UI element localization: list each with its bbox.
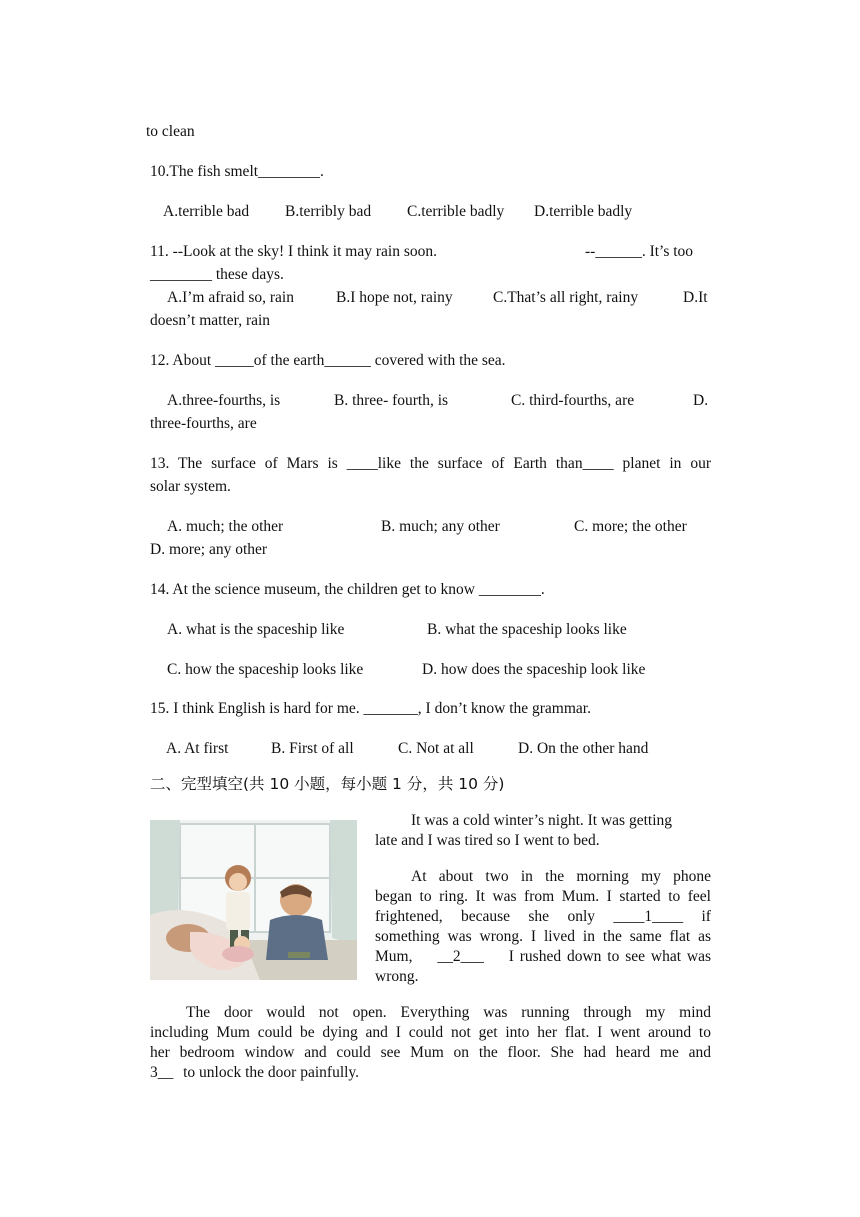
passage-p1-line1: It was a cold winter’s night. It was getting <box>411 812 673 829</box>
question-15-option-c: C. Not at all <box>398 740 474 757</box>
question-11-option-d: D.It <box>683 289 708 306</box>
question-10-stem: 10.The fish smelt________. <box>150 163 324 180</box>
passage-p3-line4 <box>150 1063 359 1083</box>
question-13-stem: 13. The surface of Mars is ____like the surface of Earth than____ planet in our <box>150 455 711 472</box>
question-11-stem-reply: --______. It’s too <box>585 243 694 260</box>
passage-p2-line2: began to ring. It was from Mum. I started to feel <box>375 888 711 905</box>
question-12-option-d-cont: three-fourths, are <box>150 415 257 432</box>
top-fragment: to clean <box>146 123 195 140</box>
passage-word: if <box>701 908 711 925</box>
question-11-option-b: B.I hope not, rainy <box>336 289 453 306</box>
question-12-stem: 12. About _____of the earth______ covered with the sea. <box>150 352 506 369</box>
question-15-stem: 15. I think English is hard for me. _______, I don’t know the grammar. <box>150 700 591 717</box>
question-12-option-c: C. third-fourths, are <box>511 392 635 409</box>
blank-2[interactable]: __2___ <box>437 948 484 965</box>
passage-p2-line6: wrong. <box>375 968 419 985</box>
question-15-option-a: A. At first <box>166 740 229 757</box>
question-10-option-a: A.terrible bad <box>163 203 250 220</box>
question-10-option-b: B.terribly bad <box>285 203 372 220</box>
question-12-option-b: B. three- fourth, is <box>334 392 449 409</box>
question-14-option-a: A. what is the spaceship like <box>167 621 345 638</box>
blank-1[interactable]: ____1____ <box>613 908 684 925</box>
question-11-option-a: A.I’m afraid so, rain <box>167 289 294 306</box>
passage-p3-line1: The door would not open. Everything was running through my mind <box>186 1004 711 1021</box>
family-illustration <box>150 820 357 980</box>
question-10-option-c: C.terrible badly <box>407 203 505 220</box>
question-13-stem-cont: solar system. <box>150 478 231 495</box>
passage-word: only <box>567 908 595 925</box>
question-15-option-d: D. On the other hand <box>518 740 649 757</box>
question-11-stem-cont: ________ these days. <box>150 266 284 283</box>
question-13-option-c: C. more; the other <box>574 518 687 535</box>
passage-p1-line2: late and I was tired so I went to bed. <box>375 832 600 849</box>
passage-p3-line2: including Mum could be dying and I could not get into her flat. I went around to <box>150 1024 711 1041</box>
question-14-option-d: D. how does the spaceship look like <box>422 661 646 678</box>
passage-p2-line5 <box>375 947 711 967</box>
passage-word: she <box>528 908 550 925</box>
passage-p2-line3 <box>375 907 711 927</box>
question-12-option-a: A.three-fourths, is <box>167 392 281 409</box>
passage-text: I rushed down to see what was <box>508 948 711 965</box>
question-13-option-d: D. more; any other <box>150 541 268 558</box>
question-14-stem: 14. At the science museum, the children get to know ________. <box>150 581 545 598</box>
question-11-stem: 11. --Look at the sky! I think it may rain soon. <box>150 243 437 260</box>
passage-p3-line3: her bedroom window and could see Mum on the floor. She had heard me and <box>150 1044 711 1061</box>
section-heading: 二、完型填空(共 10 小题，每小题 1 分，共 10 分) <box>150 775 505 793</box>
question-11-option-d-cont: doesn’t matter, rain <box>150 312 271 329</box>
question-14-option-b: B. what the spaceship looks like <box>427 621 627 638</box>
passage-word: Mum, <box>375 948 413 965</box>
passage-text: to unlock the door painfully. <box>183 1064 360 1081</box>
question-14-option-c: C. how the spaceship looks like <box>167 661 364 678</box>
question-10-option-d: D.terrible badly <box>534 203 633 220</box>
question-15-option-b: B. First of all <box>271 740 354 757</box>
passage-word: because <box>460 908 511 925</box>
question-11-option-c: C.That’s all right, rainy <box>493 289 639 306</box>
question-13-option-a: A. much; the other <box>167 518 284 535</box>
passage-word: frightened, <box>375 908 443 925</box>
passage-p2-line4: something was wrong. I lived in the same flat as <box>375 928 711 945</box>
question-12-option-d: D. <box>693 392 709 409</box>
question-13-option-b: B. much; any other <box>381 518 500 535</box>
passage-p2-line1: At about two in the morning my phone <box>411 868 711 885</box>
blank-3[interactable]: 3__ <box>150 1064 174 1081</box>
